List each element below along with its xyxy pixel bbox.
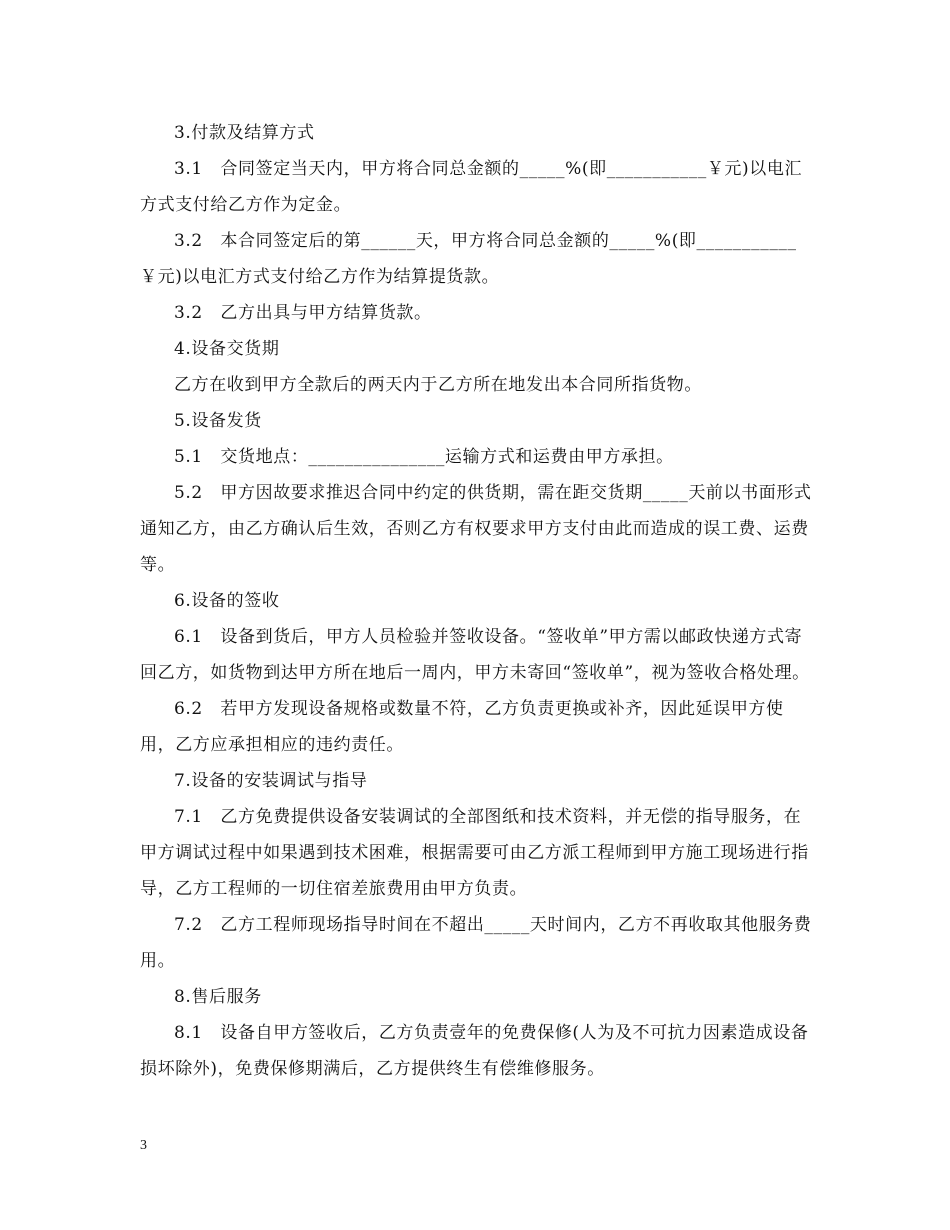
clause-5-1: 5.1 交货地点：_______________运输方式和运费由甲方承担。 <box>174 447 674 467</box>
delivery-period-text: 乙方在收到甲方全款后的两天内于乙方所在地发出本合同所指货物。 <box>174 375 702 395</box>
clause-6-1: 6.1 设备到货后，甲方人员检验并签收设备。“签收单”甲方需以邮政快递方式寄回乙方，如货物到达甲方所在地后一周内，甲方未寄回“签收单”，视为签收合格处理。 <box>140 627 810 683</box>
section-heading-delivery-period: 4.设备交货期 <box>174 339 280 359</box>
clause-6-2: 6.2 若甲方发现设备规格或数量不符，乙方负责更换或补齐，因此延误甲方使用，乙方应承担相应的违约责任。 <box>140 699 784 755</box>
clause-7-1: 7.1 乙方免费提供设备安装调试的全部图纸和技术资料，并无偿的指导服务，在甲方调试过程中如果遇到技术困难，根据需要可由乙方派工程师到甲方施工现场进行指导，乙方工程师的一切住宿差旅费用由甲方负责。 <box>140 807 809 899</box>
section-heading-after-sales: 8.售后服务 <box>174 987 262 1007</box>
clause-7-2: 7.2 乙方工程师现场指导时间在不超出_____天时间内，乙方不再收取其他服务费用。 <box>140 915 812 971</box>
section-heading-installation: 7.设备的安装调试与指导 <box>174 771 368 791</box>
document-body <box>140 115 816 1087</box>
clause-5-2: 5.2 甲方因故要求推迟合同中约定的供货期，需在距交货期_____天前以书面形式通知乙方，由乙方确认后生效，否则乙方有权要求甲方支付由此而造成的误工费、运费等。 <box>140 483 812 575</box>
clause-3-2-a: 3.2 本合同签定后的第______天，甲方将合同总金额的_____%(即___________￥元)以电汇方式支付给乙方作为结算提货款。 <box>140 231 797 287</box>
section-heading-receipt: 6.设备的签收 <box>174 591 280 611</box>
section-heading-shipping: 5.设备发货 <box>174 411 262 431</box>
clause-8-1: 8.1 设备自甲方签收后，乙方负责壹年的免费保修(人为及不可抗力因素造成设备损坏除外)，免费保修期满后，乙方提供终生有偿维修服务。 <box>140 1023 809 1079</box>
section-heading-payment: 3.付款及结算方式 <box>174 123 315 143</box>
clause-3-1: 3.1 合同签定当天内，甲方将合同总金额的_____%(即___________￥元)以电汇方式支付给乙方作为定金。 <box>140 159 803 215</box>
page-number: 3 <box>140 1138 147 1153</box>
clause-3-2-b: 3.2 乙方出具与甲方结算货款。 <box>174 303 432 323</box>
